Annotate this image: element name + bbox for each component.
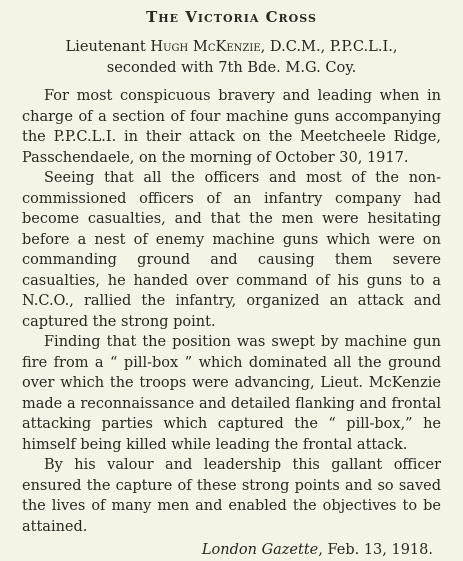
- citation-paragraph: Finding that the position was swept by machine gun fire from a “ pill-box ” which dominated all the ground over which the troops were advancing, Lieut. McKenzie made a reconnaissance and detailed flanking and frontal attacking parties which captured the “ pill-box,” he himself being killed while leading the frontal attack.: [22, 334, 441, 453]
- recipient-name: Hugh McKenzie: [150, 38, 261, 55]
- recipient-secondment: seconded with 7th Bde. M.G. Coy.: [106, 59, 357, 76]
- recipient-line: [22, 36, 441, 57]
- citation-body: [22, 86, 441, 537]
- recipient-block: [22, 36, 441, 78]
- gazette-date: , Feb. 13, 1918.: [318, 542, 433, 558]
- citation-paragraph: For most conspicuous bravery and leading when in charge of a section of four machine guns accompanying the P.P.C.L.I. in their attack on the Meetcheele Ridge, Passchendaele, on the morning of October 30, 1917.: [22, 88, 441, 166]
- citation-paragraph: Seeing that all the officers and most of the non-commissioned officers of an infantry company had become casualties, and that the men were hesitating before a nest of enemy machine guns which were on commanding ground and causing them severe casualties, he handed over command of his guns to a N.C.O., rallied the infantry, organized an attack and captured the strong point.: [22, 170, 441, 330]
- document-title: The Victoria Cross: [146, 8, 317, 26]
- citation-paragraph: By his valour and leadership this gallant officer ensured the capture of these strong points and so saved the lives of many men and enabled the objectives to be attained.: [22, 457, 441, 535]
- recipient-honours: , D.C.M., P.P.C.L.I.,: [260, 38, 398, 55]
- gazette-citation: [22, 540, 433, 561]
- recipient-rank: Lieutenant: [65, 38, 146, 55]
- gazette-name: London Gazette: [201, 542, 319, 558]
